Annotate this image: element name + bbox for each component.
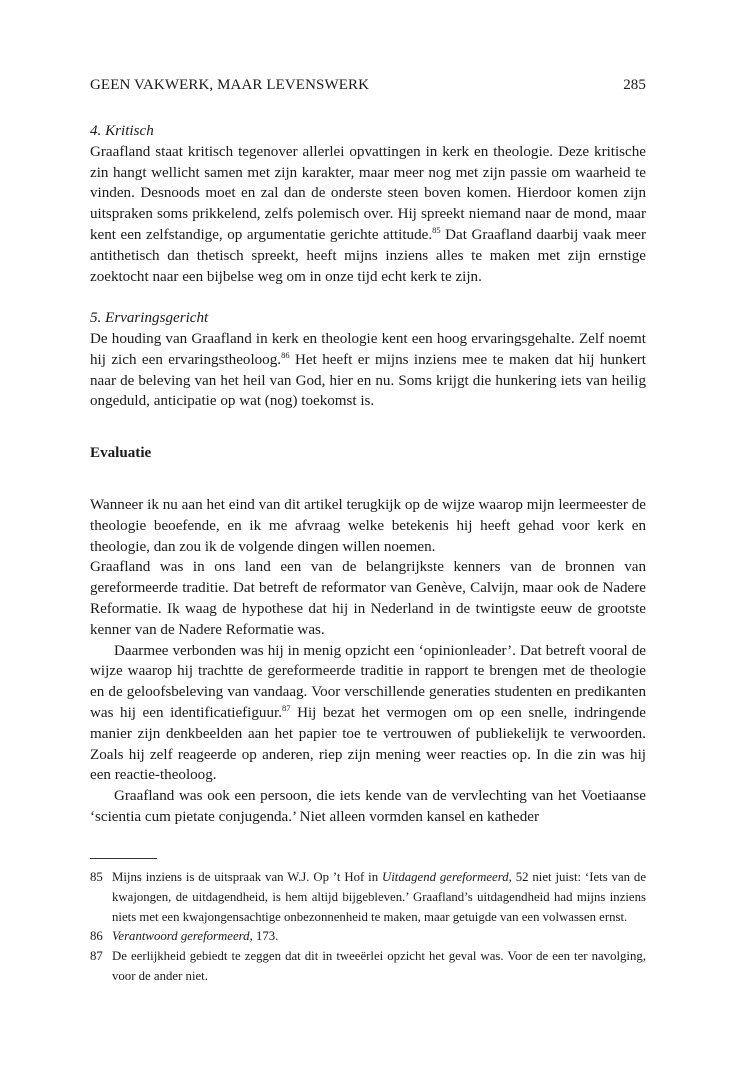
section-5-title: 5. Ervaringsgericht (90, 310, 209, 327)
footnote-text-a: De eerlijkheid gebiedt te zeggen dat dit in tweeërlei opzicht het geval was. Voor de een ter navolging, voor de ander niet. (112, 949, 646, 983)
footnote-text (112, 927, 646, 947)
section-4-text-2: Dat Graafland daarbij vaak meer antithetisch dan thetisch spreekt, heeft mijns inziens alles te maken met zijn ernstige zoektocht naar een bijbelse weg om in onze tijd echt kerk te zijn. (90, 226, 646, 285)
footnote-87 (90, 947, 646, 987)
running-title: GEEN VAKWERK, MAAR LEVENSWERK (90, 77, 370, 93)
evaluatie-paragraph-4: Graafland was ook een persoon, die iets kende van de vervlechting van het Voetiaanse ‘scientia cum pietate conjugenda.’ Niet alleen vormden kansel en katheder (90, 788, 646, 825)
footnote-text (112, 868, 646, 927)
evaluatie-paragraph-1: Wanneer ik nu aan het eind van dit artikel terugkijk op de wijze waarop mijn leermeester de theologie beoefende, en ik me afvraag welke betekenis hij heeft gehad voor kerk en theologie, dan zou ik de volgende dingen willen noemen. (90, 496, 646, 555)
spacer (90, 287, 646, 308)
section-5-text-2: Het heeft er mijns inziens mee te maken dat hij hunkert naar de beleving van het heil van God, hier en nu. Soms krijgt die hunkering iets van heilig ongeduld, anticipatie op wat (nog) toekomst is. (90, 351, 646, 410)
footnote-divider (90, 858, 157, 859)
footnote-ref-86: 86 (281, 349, 290, 360)
footnote-number: 87 (90, 949, 103, 964)
section-5-paragraph (90, 329, 646, 412)
footnotes (90, 858, 646, 987)
footnote-ref-85: 85 (432, 224, 441, 235)
running-head (90, 77, 646, 94)
evaluatie-heading: Evaluatie (90, 445, 152, 462)
footnote-ref-87: 87 (282, 702, 291, 713)
footnote-85 (90, 868, 646, 927)
footnote-number: 85 (90, 870, 103, 884)
footnote-text-b: , 52 niet juist: ‘Iets van de kwajongen, de uitdagendheid, is hem altijd bijgebleven.’ Graafland’s uitdagendheid had mijns inziens niets met een kwajongensachtige onbezonnenheid te maken, maar getuigde van een volwassen ernst. (112, 870, 646, 924)
spacer (90, 412, 646, 443)
section-5-text-1: De houding van Graafland in kerk en theologie kent een hoog ervaringsgehalte. Zelf noemt hij zich een ervaringstheoloog. (90, 330, 646, 368)
footnote-text (112, 947, 646, 987)
section-4-title: 4. Kritisch (90, 123, 154, 139)
evaluatie-paragraph-3 (90, 641, 646, 787)
footnote-italic: Uitdagend gereformeerd (381, 870, 509, 884)
footnote-text-a: Mijns inziens is de uitspraak van W.J. Op ’t Hof in (112, 870, 382, 884)
evaluatie-p3-text-1: Daarmee verbonden was hij in menig opzicht een ‘opinionleader’. Dat betreft vooral de wijze waarop hij trachtte de gereformeerde traditie in rapport te brengen met de theologie en de geloofsbeleving van vandaag. Voor verschillende generaties studenten en predikanten was hij een identificatiefiguur. (90, 642, 646, 721)
body-text (90, 121, 646, 828)
footnote-italic: Verantwoord gereformeerd (112, 929, 250, 944)
section-4-text-1: Graafland staat kritisch tegenover allerlei opvattingen in kerk en theologie. Deze kritische zin hangt wellicht samen met zijn karakter, maar meer nog met zijn passie om waarheid te vinden. Desnoods moet en zal dan de onderste steen boven komen. Hierdoor komen zijn uitspraken soms prikkelend, zelfs polemisch over. Hij spreekt niemand naar de mond, maar kent een zelfstandige, op argumentatie gerichte attitude. (90, 143, 646, 243)
page-number: 285 (623, 77, 646, 93)
footnote-86 (90, 927, 646, 947)
evaluatie-paragraph-2: Graafland was in ons land een van de belangrijkste kenners van de bronnen van gereformeerde traditie. Dat betreft de reformator van Genève, Calvijn, maar ook de Nadere Reformatie. Ik waag de hypothese dat hij in Nederland in de twintigste eeuw de grootste kenner van de Nadere Reformatie was. (90, 559, 646, 638)
evaluatie-p3-text-2: Hij bezat het vermogen om op een snelle, indringende manier zijn denkbeelden aan het papier toe te vertrouwen of publiekelijk te verwoorden. Zoals hij zelf reageerde op anderen, riep zijn mening weer reacties op. In die zin was hij een reactie-theoloog. (90, 704, 646, 784)
footnote-text-b: , 173. (249, 929, 279, 944)
spacer (90, 464, 646, 495)
footnote-number: 86 (90, 929, 103, 944)
section-4-paragraph (90, 142, 646, 288)
